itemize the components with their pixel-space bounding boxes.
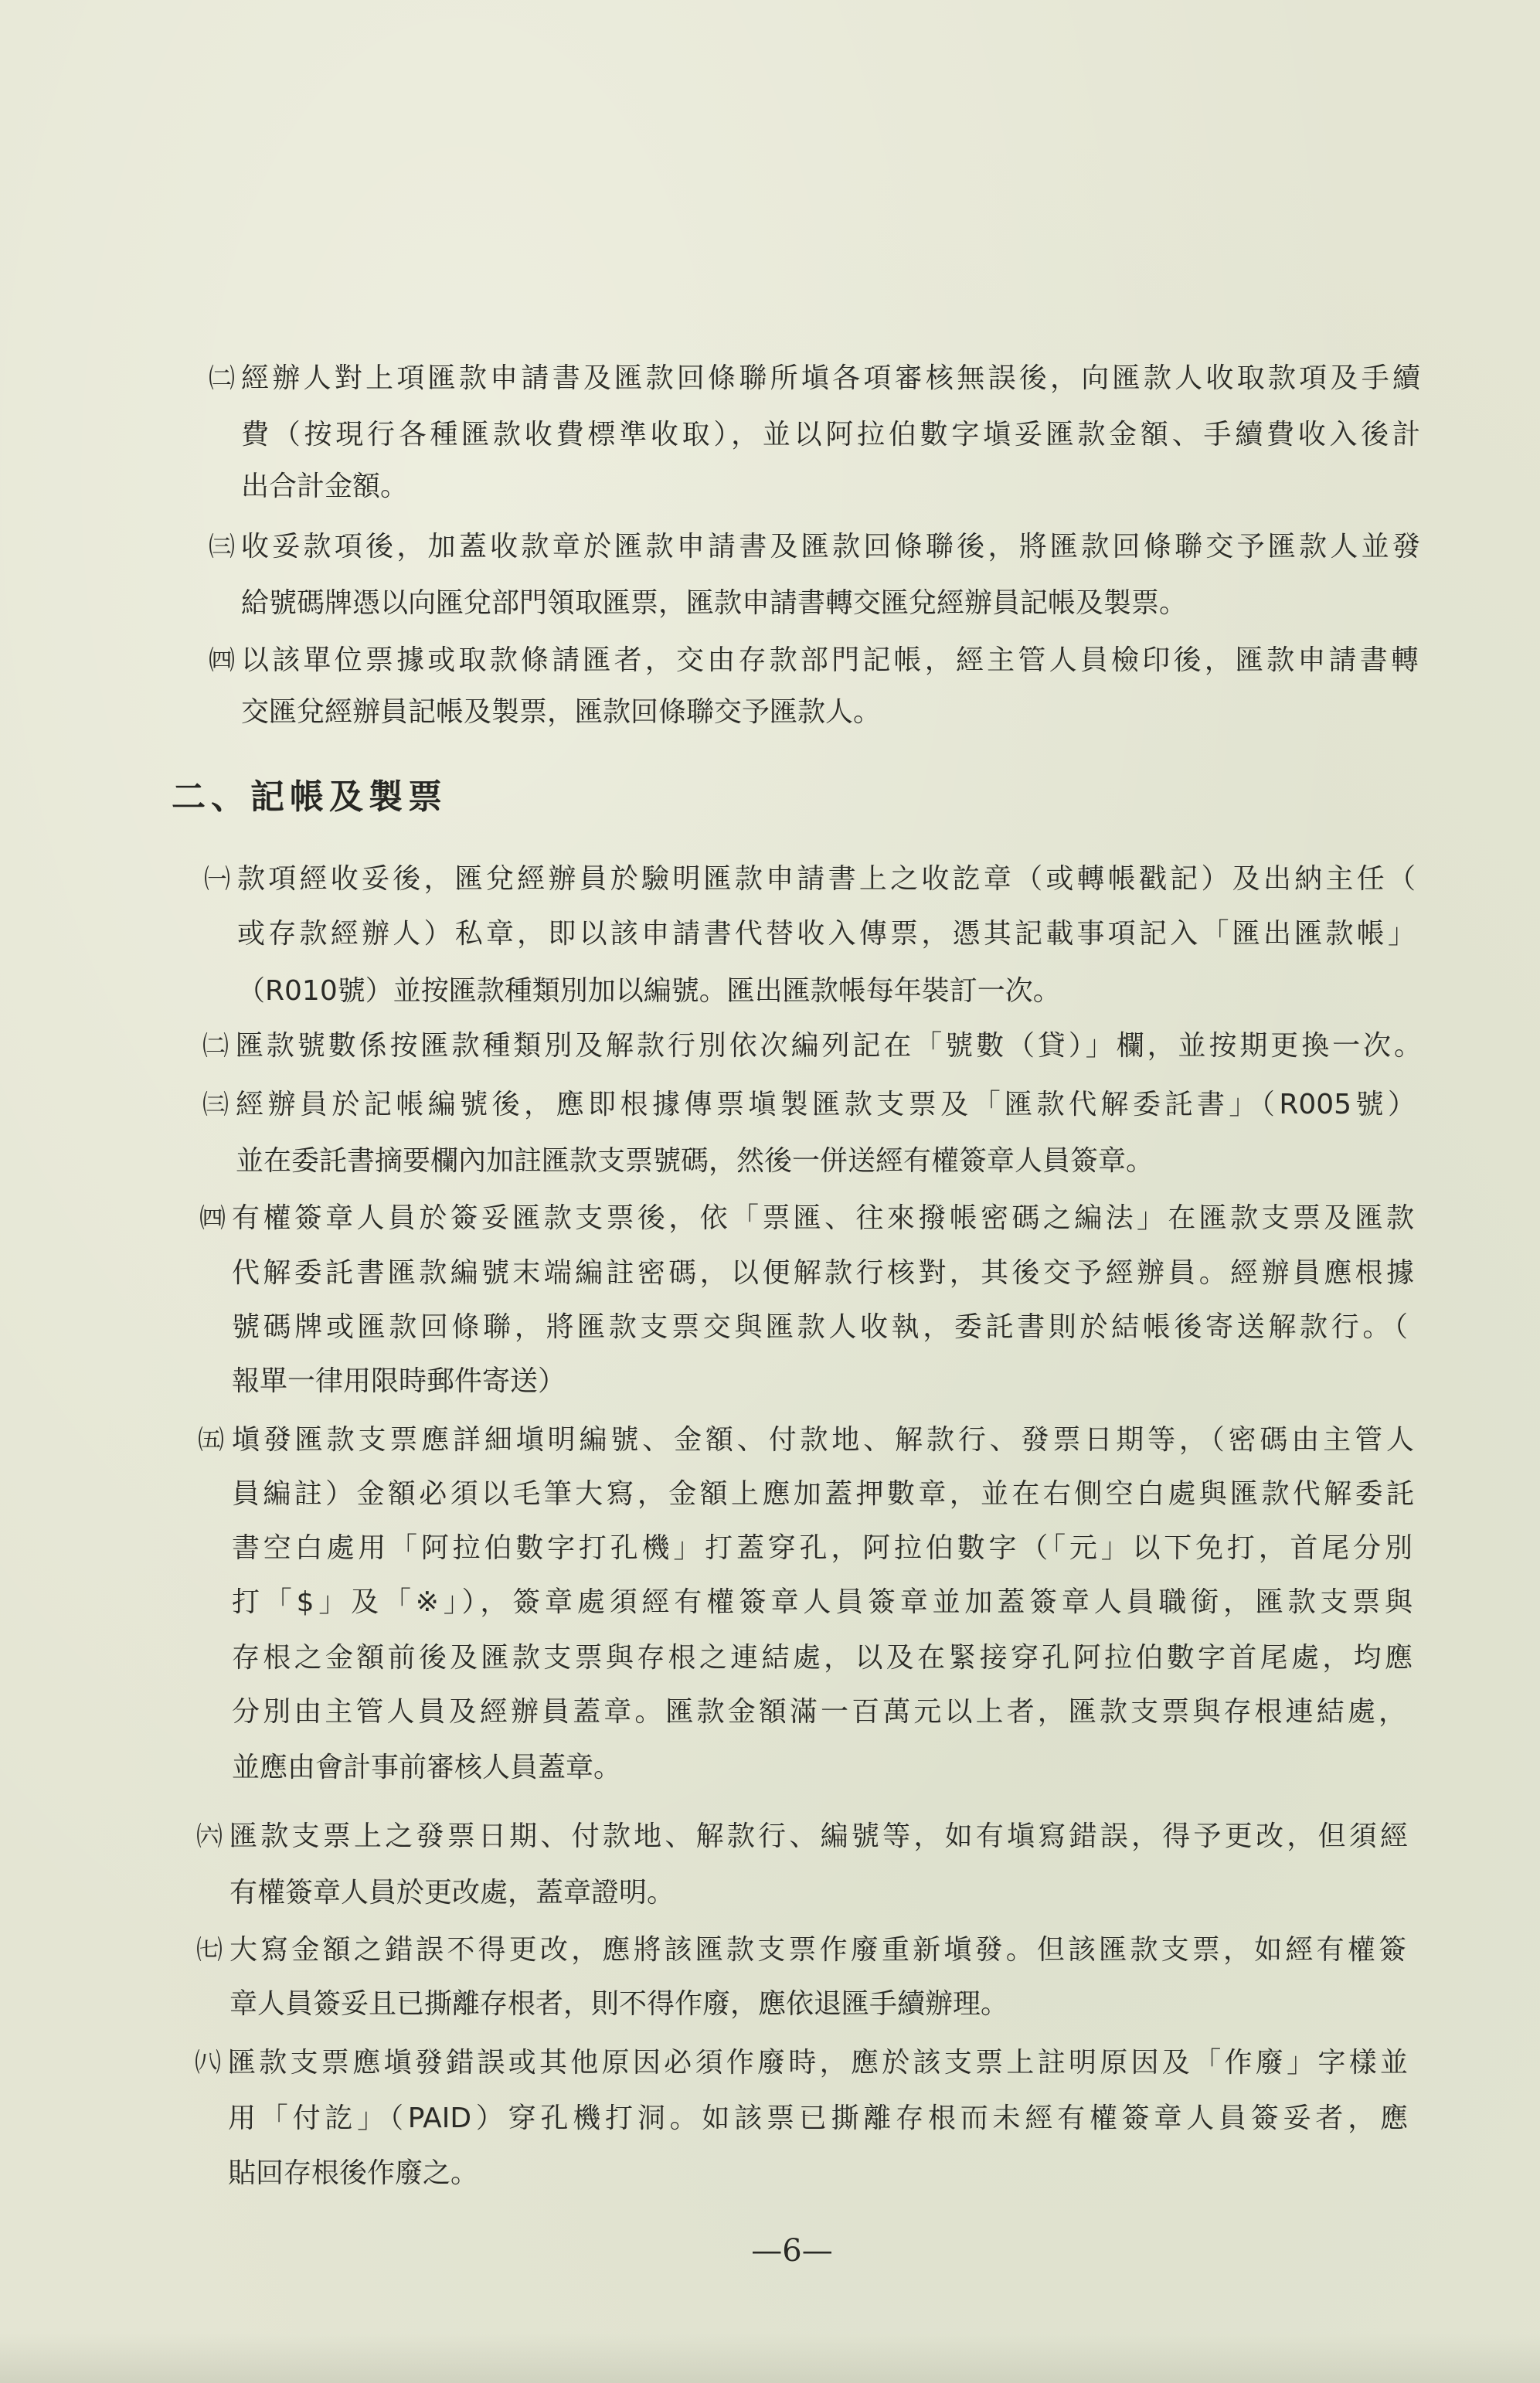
paragraph-line — [198, 1412, 1414, 1468]
paragraph-text: 費（按現行各種匯款收費標準收取），並以阿拉伯數字塡妥匯款金額、手續費收入後計 — [241, 419, 1420, 450]
item-marker: ㈥ — [196, 1821, 223, 1852]
paragraph-text: 匯款支票應塡發錯誤或其他原因必須作廢時，應於該支票上註明原因及「作廢」字樣並 — [228, 2047, 1408, 2079]
paragraph-text: 分別由主管人員及經辦員蓋章。匯款金額滿一百萬元以上者，匯款支票與存根連結處， — [232, 1696, 1406, 1728]
paragraph-text: 書空白處用「阿拉伯數字打孔機」打蓋穿孔，阿拉伯數字（「元」以下免打，首尾分別 — [232, 1532, 1413, 1564]
paragraph-text: 號碼牌或匯款回條聯，將匯款支票交與匯款人收執，委託書則於結帳後寄送解款行。（ — [232, 1311, 1408, 1343]
paragraph-text: 給號碼牌憑以向匯兌部門領取匯票，匯款申請書轉交匯兌經辦員記帳及製票。 — [241, 587, 1188, 619]
paragraph-line — [232, 1630, 1413, 1686]
paragraph-line — [232, 1246, 1414, 1301]
paragraph-text: 經辦員於記帳編號後，應即根據傳票塡製匯款支票及「匯款代解委託書」（R005號） — [236, 1089, 1416, 1120]
paragraph-text: 經辦人對上項匯款申請書及匯款回條聯所塡各項審核無誤後，向匯款人收取款項及手續 — [241, 362, 1420, 394]
paragraph-line — [229, 1977, 1408, 2032]
item-marker: ㈣ — [199, 1203, 226, 1234]
paragraph-text: 員編註）金額必須以毛筆大寫，金額上應加蓋押數章，並在右側空白處與匯款代解委託 — [232, 1478, 1414, 1510]
paragraph-text: 用「付訖」（PAID）穿孔機打洞。如該票已撕離存根而未經有權簽章人員簽妥者，應 — [228, 2103, 1408, 2134]
paragraph-line — [237, 906, 1416, 962]
paragraph-text: 並在委託書摘要欄內加註匯款支票號碼，然後一併送經有權簽章人員簽章。 — [236, 1145, 1154, 1177]
paragraph-text: 貼回存根後作廢之。 — [228, 2157, 479, 2189]
paragraph-text: 並應由會計事前審核人員蓋章。 — [232, 1752, 622, 1783]
paragraph-line — [232, 1684, 1406, 1740]
paragraph-line — [202, 1077, 1416, 1133]
item-marker: ㈡ — [202, 1031, 229, 1062]
paragraph-text: 交匯兌經辦員記帳及製票，匯款回條聯交予匯款人。 — [241, 696, 882, 728]
paragraph-text: （R010號）並按匯款種類別加以編號。匯出匯款帳每年裝訂一次。 — [237, 975, 1061, 1007]
paragraph-line — [232, 1300, 1408, 1355]
paragraph-line — [196, 1922, 1406, 1978]
paragraph-text: 存根之金額前後及匯款支票與存根之連結處，以及在緊接穿孔阿拉伯數字首尾處，均應 — [232, 1642, 1413, 1674]
paragraph-line — [196, 1809, 1408, 1865]
paragraph-text: 塡發匯款支票應詳細塡明編號、金額、付款地、解款行、發票日期等，（密碼由主管人 — [232, 1424, 1414, 1456]
paragraph-text: 或存款經辦人）私章，即以該申請書代替收入傳票，憑其記載事項記入「匯出匯款帳」 — [237, 918, 1416, 950]
item-marker: ㈠ — [204, 864, 230, 895]
item-marker: ㈢ — [209, 532, 235, 563]
item-marker: ㈣ — [209, 645, 235, 676]
paragraph-line — [232, 1354, 1414, 1409]
paragraph-line — [199, 1191, 1414, 1246]
paragraph-text: 收妥款項後，加蓋收款章於匯款申請書及匯款回條聯後，將匯款回條聯交予匯款人並發 — [241, 531, 1420, 563]
paragraph-line — [232, 1467, 1414, 1522]
item-marker: ㈦ — [196, 1935, 223, 1966]
paragraph-line — [228, 2146, 1408, 2201]
paragraph-text: 匯款支票上之發票日期、付款地、解款行、編號等，如有塡寫錯誤，得予更改，但須經 — [229, 1820, 1408, 1852]
paragraph-text: 有權簽章人員於更改處，蓋章證明。 — [229, 1877, 675, 1909]
paragraph-line — [228, 2091, 1408, 2147]
paragraph-text: 章人員簽妥且已撕離存根者，則不得作廢，應依退匯手續辦理。 — [229, 1988, 1009, 2020]
paragraph-line — [241, 576, 1420, 631]
paragraph-line — [236, 1134, 1416, 1189]
paragraph-text: 款項經收妥後，匯兌經辦員於驗明匯款申請書上之收訖章（或轉帳戳記）及出納主任（ — [237, 863, 1416, 895]
paragraph-line — [237, 964, 1416, 1019]
paragraph-text: 代解委託書匯款編號末端編註密碼，以便解款行核對，其後交予經辦員。經辦員應根據 — [232, 1257, 1414, 1289]
item-marker: ㈤ — [198, 1425, 224, 1456]
paragraph-line — [232, 1740, 1413, 1796]
item-marker: ㈡ — [209, 363, 235, 394]
paragraph-text: 匯款號數係按匯款種類別及解款行別依次編列記在「號數（貸）」欄，並按期更換一次。 — [236, 1030, 1422, 1062]
paragraph-line — [241, 407, 1420, 463]
paragraph-line — [209, 633, 1419, 688]
paragraph-text: 出合計金額。 — [241, 471, 409, 502]
paragraph-line — [202, 1018, 1422, 1074]
paragraph-line — [241, 685, 1419, 740]
paragraph-line — [209, 351, 1420, 406]
page-number: —6— — [751, 2233, 833, 2269]
item-marker: ㈢ — [202, 1090, 229, 1120]
paragraph-line — [204, 852, 1416, 907]
paragraph-line — [232, 1521, 1413, 1576]
paragraph-line — [241, 459, 1420, 515]
item-marker: ㈧ — [195, 2048, 221, 2079]
paragraph-line — [209, 519, 1420, 575]
paragraph-text: 以該單位票據或取款條請匯者，交由存款部門記帳，經主管人員檢印後，匯款申請書轉 — [241, 644, 1419, 676]
section-heading: 二、記帳及製票 — [172, 777, 447, 817]
paragraph-line — [195, 2035, 1408, 2091]
paragraph-text: 大寫金額之錯誤不得更改，應將該匯款支票作廢重新塡發。但該匯款支票，如經有權簽 — [229, 1934, 1406, 1966]
paragraph-line — [229, 1865, 1408, 1921]
paragraph-text: 報單一律用限時郵件寄送） — [232, 1365, 566, 1397]
paragraph-line — [232, 1575, 1413, 1630]
paragraph-text: 打「$」及「※」），簽章處須經有權簽章人員簽章並加蓋簽章人員職銜，匯款支票與 — [232, 1586, 1413, 1618]
paragraph-text: 有權簽章人員於簽妥匯款支票後，依「票匯、往來撥帳密碼之編法」在匯款支票及匯款 — [232, 1202, 1414, 1234]
